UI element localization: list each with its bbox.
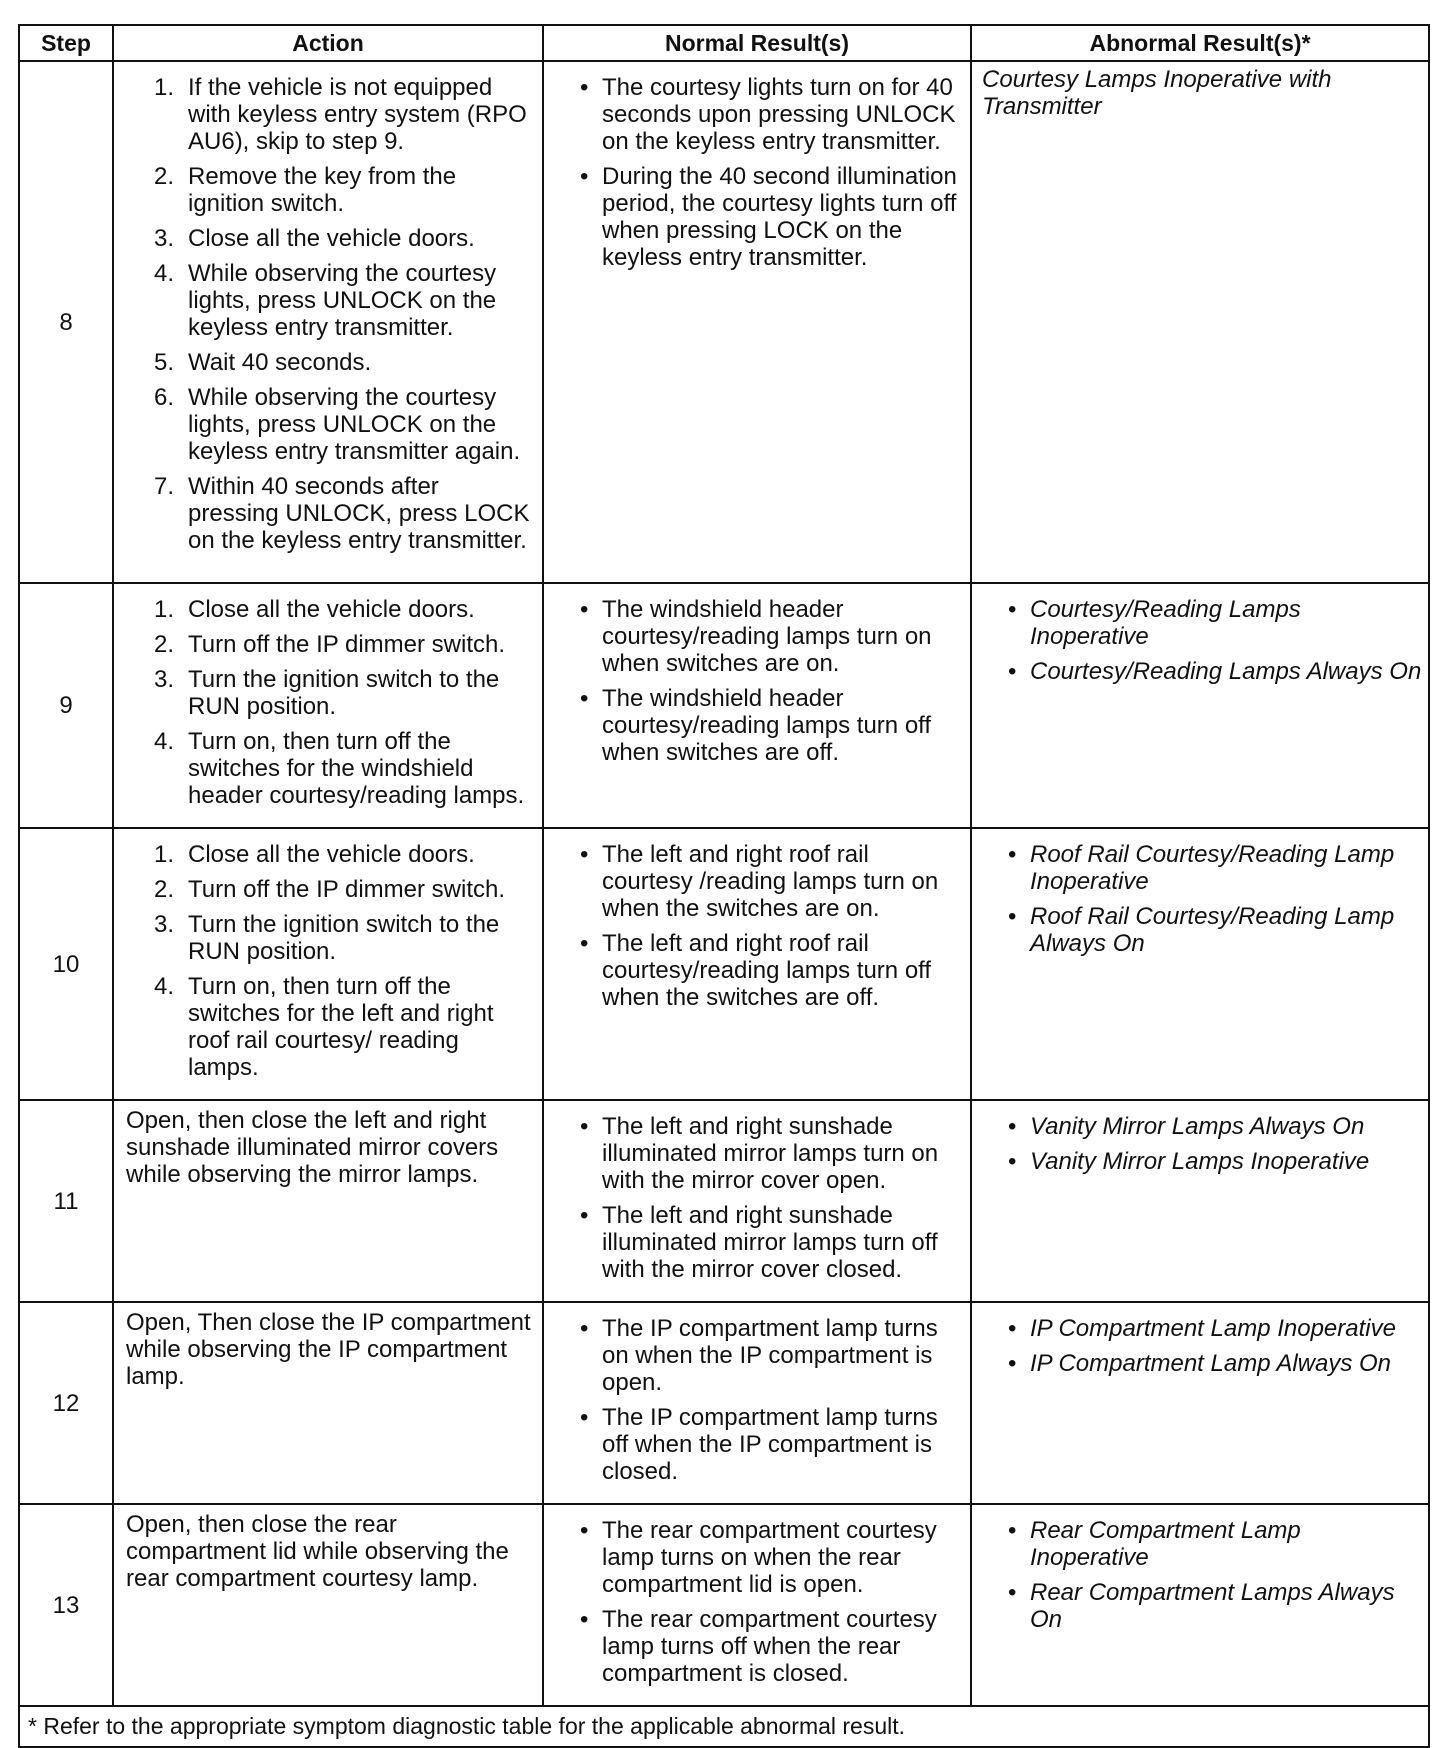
bullet-icon: • [1008,1517,1017,1544]
abnormal-result-list [982,841,1422,957]
abnormal-result-item [1008,596,1422,650]
abnormal-result-text: Courtesy/Reading Lamps Always On [1030,658,1422,685]
action-item-text: Turn the ignition switch to the RUN position. [188,666,500,720]
bullet-icon: • [580,930,589,957]
action-item [154,876,536,903]
action-item-number: 2. [154,876,175,903]
abnormal-result-cell [971,1504,1429,1706]
footnote-row [19,1706,1429,1747]
bullet-icon: • [1008,1113,1017,1140]
normal-result-cell [543,1302,971,1504]
abnormal-result-cell [971,61,1429,583]
action-item [154,260,536,341]
abnormal-result-text: Courtesy/Reading Lamps Inoperative [1030,596,1301,650]
action-item-number: 7. [154,473,175,500]
bullet-icon: • [580,1517,589,1544]
abnormal-result-list [982,1315,1422,1377]
abnormal-result-text: Roof Rail Courtesy/Reading Lamp Inoperative [1030,841,1395,895]
action-item-number: 1. [154,596,175,623]
normal-result-list [554,841,964,1011]
action-item [154,728,536,809]
normal-result-item [580,1113,964,1194]
action-text: Open, then close the rear compartment lid while observing the rear compartment courtesy lamp. [126,1511,509,1592]
table-row [19,1100,1429,1302]
action-item-number: 4. [154,260,175,287]
abnormal-result-item [1008,841,1422,895]
normal-result-item [580,930,964,1011]
table-row [19,828,1429,1100]
action-cell [113,1100,543,1302]
bullet-icon: • [1008,841,1017,868]
normal-result-item [580,596,964,677]
action-item-text: Wait 40 seconds. [188,349,372,376]
normal-result-list [554,74,964,271]
normal-result-list [554,596,964,766]
bullet-icon: • [1008,596,1017,623]
header-step: Step [19,25,113,61]
step-number: 12 [19,1302,113,1504]
normal-result-cell [543,61,971,583]
bullet-icon: • [1008,903,1017,930]
normal-result-text: The windshield header courtesy/reading lamps turn on when switches are on. [602,596,932,677]
abnormal-result-text: Rear Compartment Lamps Always On [1030,1579,1395,1633]
bullet-icon: • [1008,1350,1017,1377]
bullet-icon: • [1008,1148,1017,1175]
bullet-icon: • [580,163,589,190]
normal-result-item [580,685,964,766]
normal-result-cell [543,583,971,828]
header-action: Action [113,25,543,61]
bullet-icon: • [580,685,589,712]
normal-result-item [580,1404,964,1485]
normal-result-text: The IP compartment lamp turns on when the IP compartment is open. [602,1315,938,1396]
action-item-text: Within 40 seconds after pressing UNLOCK, press LOCK on the keyless entry transmitter. [188,473,530,554]
abnormal-result-cell [971,828,1429,1100]
action-item-number: 4. [154,973,175,1000]
bullet-icon: • [580,1404,589,1431]
action-item-text: Close all the vehicle doors. [188,596,475,623]
bullet-icon: • [580,1113,589,1140]
action-item-number: 3. [154,911,175,938]
table-row [19,61,1429,583]
action-item-text: Close all the vehicle doors. [188,841,475,868]
action-item [154,473,536,554]
normal-result-cell [543,1100,971,1302]
action-item-number: 3. [154,225,175,252]
action-item-text: While observing the courtesy lights, press UNLOCK on the keyless entry transmitter. [188,260,497,341]
action-item [154,74,536,155]
table-row [19,1504,1429,1706]
action-list [124,841,536,1081]
action-item [154,911,536,965]
normal-result-list [554,1315,964,1485]
action-item-text: Close all the vehicle doors. [188,225,475,252]
normal-result-text: During the 40 second illumination period, the courtesy lights turn off when pressing LOCK on the keyless entry transmitter. [602,163,957,271]
action-item-text: Turn the ignition switch to the RUN position. [188,911,500,965]
abnormal-result-item [1008,1350,1422,1377]
action-item-number: 4. [154,728,175,755]
action-item [154,225,536,252]
normal-result-list [554,1113,964,1283]
step-number: 9 [19,583,113,828]
step-number: 10 [19,828,113,1100]
action-item [154,631,536,658]
step-number: 13 [19,1504,113,1706]
abnormal-result-item [1008,1517,1422,1571]
action-item-number: 1. [154,74,175,101]
normal-result-text: The rear compartment courtesy lamp turns off when the rear compartment is closed. [602,1606,937,1687]
normal-result-text: The courtesy lights turn on for 40 seconds upon pressing UNLOCK on the keyless entry transmitter. [602,74,956,155]
abnormal-result-text: Courtesy Lamps Inoperative with Transmitter [982,66,1332,120]
abnormal-result-item [1008,903,1422,957]
action-item-text: Turn off the IP dimmer switch. [188,876,506,903]
action-item-text: While observing the courtesy lights, press UNLOCK on the keyless entry transmitter again. [188,384,521,465]
normal-result-cell [543,828,971,1100]
normal-result-text: The windshield header courtesy/reading lamps turn off when switches are off. [602,685,932,766]
abnormal-result-list [982,1517,1422,1633]
normal-result-text: The left and right roof rail courtesy /reading lamps turn on when the switches are on. [602,841,939,922]
action-item [154,596,536,623]
bullet-icon: • [1008,1315,1017,1342]
normal-result-text: The left and right sunshade illuminated mirror lamps turn off with the mirror cover closed. [602,1202,938,1283]
bullet-icon: • [580,841,589,868]
action-item-text: Remove the key from the ignition switch. [188,163,457,217]
action-item [154,384,536,465]
abnormal-result-list [982,1113,1422,1175]
action-item-number: 5. [154,349,175,376]
action-cell [113,61,543,583]
normal-result-item [580,74,964,155]
footnote: * Refer to the appropriate symptom diagnostic table for the applicable abnormal result. [19,1706,1429,1747]
action-item-number: 6. [154,384,175,411]
action-item-text: Turn off the IP dimmer switch. [188,631,506,658]
abnormal-result-text: Vanity Mirror Lamps Always On [1030,1113,1365,1140]
abnormal-result-item [1008,1315,1422,1342]
abnormal-result-item [1008,1148,1422,1175]
normal-result-text: The left and right roof rail courtesy/reading lamps turn off when the switches are off. [602,930,932,1011]
abnormal-result-text: Rear Compartment Lamp Inoperative [1030,1517,1301,1571]
abnormal-result-item [1008,1579,1422,1633]
action-item-number: 2. [154,163,175,190]
normal-result-text: The IP compartment lamp turns off when the IP compartment is closed. [602,1404,938,1485]
action-item-number: 2. [154,631,175,658]
step-number: 11 [19,1100,113,1302]
abnormal-result-text: IP Compartment Lamp Always On [1030,1350,1392,1377]
normal-result-item [580,1315,964,1396]
bullet-icon: • [580,1202,589,1229]
action-item [154,973,536,1081]
action-item [154,841,536,868]
abnormal-result-cell [971,583,1429,828]
normal-result-item [580,1606,964,1687]
action-item [154,349,536,376]
action-list [124,74,536,554]
table-row [19,583,1429,828]
header-normal-results: Normal Result(s) [543,25,971,61]
bullet-icon: • [1008,1579,1017,1606]
table-body [19,61,1429,1706]
action-list [124,596,536,809]
step-number: 8 [19,61,113,583]
normal-result-item [580,163,964,271]
header-row [19,25,1429,61]
action-item [154,163,536,217]
diagnostic-table [18,24,1430,1748]
abnormal-result-cell [971,1302,1429,1504]
action-cell [113,828,543,1100]
bullet-icon: • [580,74,589,101]
normal-result-text: The rear compartment courtesy lamp turns on when the rear compartment lid is open. [602,1517,937,1598]
abnormal-result-item [1008,1113,1422,1140]
action-item-text: Turn on, then turn off the switches for the left and right roof rail courtesy/ reading lamps. [188,973,494,1081]
action-item-text: Turn on, then turn off the switches for the windshield header courtesy/reading lamps. [188,728,525,809]
normal-result-text: The left and right sunshade illuminated mirror lamps turn on with the mirror cover open. [602,1113,939,1194]
action-item [154,666,536,720]
abnormal-result-text: IP Compartment Lamp Inoperative [1030,1315,1396,1342]
bullet-icon: • [1008,658,1017,685]
diagnostic-table-page [18,24,1428,1748]
action-cell [113,583,543,828]
action-item-text: If the vehicle is not equipped with keyless entry system (RPO AU6), skip to step 9. [188,74,527,155]
action-item-number: 3. [154,666,175,693]
normal-result-list [554,1517,964,1687]
normal-result-item [580,1517,964,1598]
bullet-icon: • [580,1606,589,1633]
normal-result-item [580,1202,964,1283]
normal-result-item [580,841,964,922]
action-item-number: 1. [154,841,175,868]
abnormal-result-cell [971,1100,1429,1302]
action-text: Open, then close the left and right sunshade illuminated mirror covers while observing the mirror lamps. [126,1107,499,1188]
bullet-icon: • [580,596,589,623]
header-abnormal-results: Abnormal Result(s)* [971,25,1429,61]
abnormal-result-text: Roof Rail Courtesy/Reading Lamp Always On [1030,903,1395,957]
action-text: Open, Then close the IP compartment while observing the IP compartment lamp. [126,1309,531,1390]
table-row [19,1302,1429,1504]
normal-result-cell [543,1504,971,1706]
abnormal-result-list [982,596,1422,685]
action-cell [113,1302,543,1504]
abnormal-result-item [1008,658,1422,685]
abnormal-result-text: Vanity Mirror Lamps Inoperative [1030,1148,1370,1175]
bullet-icon: • [580,1315,589,1342]
action-cell [113,1504,543,1706]
